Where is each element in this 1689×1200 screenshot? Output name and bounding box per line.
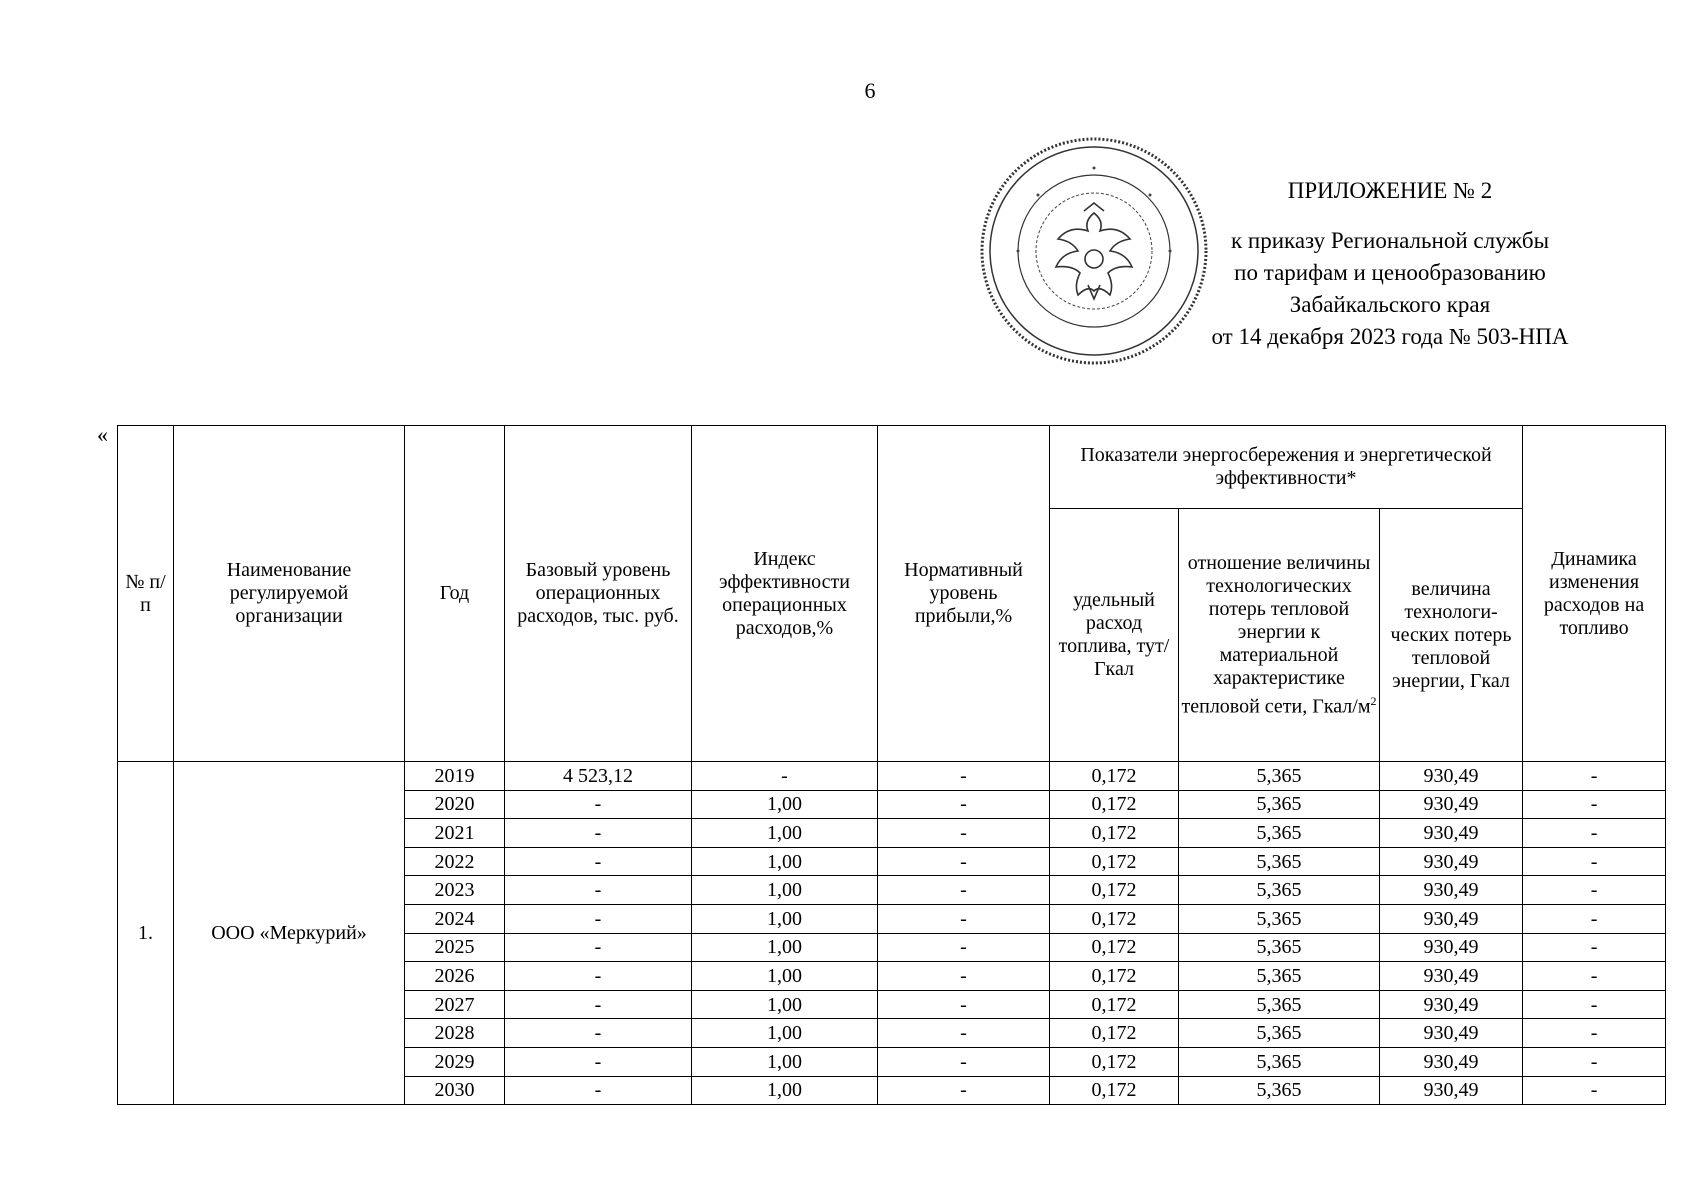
cell-index: 1,00 <box>692 962 878 991</box>
cell-losses: 930,49 <box>1380 990 1523 1019</box>
cell-index: 1,00 <box>692 876 878 905</box>
cell-profit: - <box>878 1047 1050 1076</box>
cell-year: 2021 <box>405 819 505 848</box>
cell-fuel: 0,172 <box>1050 1019 1179 1048</box>
page-number: 6 <box>864 78 876 103</box>
cell-losses: 930,49 <box>1380 762 1523 791</box>
cell-fuel: 0,172 <box>1050 904 1179 933</box>
header-profit-level: Нормативный уровень прибыли,% <box>878 426 1050 762</box>
cell-dynamics: - <box>1523 904 1666 933</box>
cell-losses: 930,49 <box>1380 1076 1523 1105</box>
cell-base: 4 523,12 <box>505 762 692 791</box>
cell-ratio: 5,365 <box>1179 1076 1380 1105</box>
cell-fuel: 0,172 <box>1050 933 1179 962</box>
cell-ratio: 5,365 <box>1179 762 1380 791</box>
cell-fuel: 0,172 <box>1050 1076 1179 1105</box>
org-number: 1. <box>118 762 174 1105</box>
cell-losses: 930,49 <box>1380 819 1523 848</box>
header-loss-ratio <box>1179 509 1380 762</box>
cell-losses: 930,49 <box>1380 1019 1523 1048</box>
cell-fuel: 0,172 <box>1050 990 1179 1019</box>
cell-dynamics: - <box>1523 847 1666 876</box>
cell-base: - <box>505 962 692 991</box>
cell-index: 1,00 <box>692 990 878 1019</box>
cell-profit: - <box>878 819 1050 848</box>
cell-dynamics: - <box>1523 962 1666 991</box>
cell-year: 2028 <box>405 1019 505 1048</box>
cell-profit: - <box>878 990 1050 1019</box>
appendix-header <box>1180 175 1600 353</box>
cell-losses: 930,49 <box>1380 790 1523 819</box>
header-heat-losses: величина технологи-ческих потерь тепловой энергии, Гкал <box>1380 509 1523 762</box>
coat-of-arms-icon <box>1056 203 1132 299</box>
cell-index: 1,00 <box>692 847 878 876</box>
header-loss-ratio-text: отношение величины технологических потерь тепловой энергии к материальной характеристике тепловой сети, Гкал/м <box>1181 551 1371 718</box>
cell-index: 1,00 <box>692 790 878 819</box>
tariff-table <box>117 425 1666 1105</box>
cell-dynamics: - <box>1523 990 1666 1019</box>
appendix-line-3: Забайкальского края <box>1289 292 1491 317</box>
cell-year: 2027 <box>405 990 505 1019</box>
cell-year: 2026 <box>405 962 505 991</box>
cell-base: - <box>505 1076 692 1105</box>
cell-dynamics: - <box>1523 1047 1666 1076</box>
header-fuel-dynamics: Динамика изменения расходов на топливо <box>1523 426 1666 762</box>
cell-base: - <box>505 1019 692 1048</box>
cell-year: 2029 <box>405 1047 505 1076</box>
header-year: Год <box>405 426 505 762</box>
cell-base: - <box>505 790 692 819</box>
cell-ratio: 5,365 <box>1179 790 1380 819</box>
cell-year: 2024 <box>405 904 505 933</box>
header-fuel-rate: удельный расход топлива, тут/Гкал <box>1050 509 1179 762</box>
cell-profit: - <box>878 876 1050 905</box>
cell-fuel: 0,172 <box>1050 876 1179 905</box>
cell-ratio: 5,365 <box>1179 904 1380 933</box>
cell-index: 1,00 <box>692 933 878 962</box>
cell-index: 1,00 <box>692 904 878 933</box>
header-num: № п/п <box>118 426 174 762</box>
cell-profit: - <box>878 933 1050 962</box>
header-base-opex: Базовый уровень операционных расходов, тыс. руб. <box>505 426 692 762</box>
official-seal-stamp <box>978 135 1210 367</box>
appendix-line-2: по тарифам и ценообразованию <box>1234 260 1546 285</box>
cell-fuel: 0,172 <box>1050 790 1179 819</box>
cell-losses: 930,49 <box>1380 1047 1523 1076</box>
cell-losses: 930,49 <box>1380 962 1523 991</box>
cell-base: - <box>505 1047 692 1076</box>
cell-ratio: 5,365 <box>1179 990 1380 1019</box>
cell-losses: 930,49 <box>1380 847 1523 876</box>
cell-base: - <box>505 933 692 962</box>
appendix-line-4: от 14 декабря 2023 года № 503-НПА <box>1211 324 1569 349</box>
cell-losses: 930,49 <box>1380 904 1523 933</box>
cell-index: 1,00 <box>692 1076 878 1105</box>
cell-profit: - <box>878 962 1050 991</box>
cell-ratio: 5,365 <box>1179 876 1380 905</box>
appendix-line-1: к приказу Региональной службы <box>1230 228 1550 253</box>
cell-losses: 930,49 <box>1380 876 1523 905</box>
cell-base: - <box>505 819 692 848</box>
cell-dynamics: - <box>1523 876 1666 905</box>
cell-index: - <box>692 762 878 791</box>
opening-quote: « <box>97 422 108 447</box>
cell-fuel: 0,172 <box>1050 1047 1179 1076</box>
cell-base: - <box>505 847 692 876</box>
cell-dynamics: - <box>1523 1076 1666 1105</box>
cell-index: 1,00 <box>692 1019 878 1048</box>
header-org: Наименование регулируемой организации <box>174 426 405 762</box>
cell-profit: - <box>878 904 1050 933</box>
cell-index: 1,00 <box>692 1047 878 1076</box>
cell-ratio: 5,365 <box>1179 1047 1380 1076</box>
table-body <box>118 762 1666 1105</box>
cell-base: - <box>505 876 692 905</box>
cell-fuel: 0,172 <box>1050 762 1179 791</box>
cell-fuel: 0,172 <box>1050 847 1179 876</box>
cell-index: 1,00 <box>692 819 878 848</box>
cell-profit: - <box>878 790 1050 819</box>
cell-ratio: 5,365 <box>1179 1019 1380 1048</box>
cell-ratio: 5,365 <box>1179 819 1380 848</box>
cell-profit: - <box>878 1019 1050 1048</box>
cell-losses: 930,49 <box>1380 933 1523 962</box>
cell-year: 2022 <box>405 847 505 876</box>
cell-year: 2023 <box>405 876 505 905</box>
cell-profit: - <box>878 762 1050 791</box>
header-efficiency-index: Индекс эффективности операционных расходов,% <box>692 426 878 762</box>
cell-year: 2020 <box>405 790 505 819</box>
table-row <box>118 762 1666 791</box>
cell-dynamics: - <box>1523 933 1666 962</box>
header-energy-group: Показатели энергосбережения и энергетической эффективности* <box>1050 426 1523 509</box>
cell-year: 2019 <box>405 762 505 791</box>
cell-ratio: 5,365 <box>1179 933 1380 962</box>
appendix-title: ПРИЛОЖЕНИЕ № 2 <box>1287 178 1493 203</box>
cell-dynamics: - <box>1523 790 1666 819</box>
cell-dynamics: - <box>1523 819 1666 848</box>
org-name: ООО «Меркурий» <box>174 762 405 1105</box>
cell-ratio: 5,365 <box>1179 847 1380 876</box>
cell-year: 2025 <box>405 933 505 962</box>
header-loss-ratio-sup: 2 <box>1370 693 1377 708</box>
cell-dynamics: - <box>1523 1019 1666 1048</box>
cell-ratio: 5,365 <box>1179 962 1380 991</box>
cell-base: - <box>505 990 692 1019</box>
cell-fuel: 0,172 <box>1050 962 1179 991</box>
cell-fuel: 0,172 <box>1050 819 1179 848</box>
cell-profit: - <box>878 847 1050 876</box>
cell-dynamics: - <box>1523 762 1666 791</box>
cell-year: 2030 <box>405 1076 505 1105</box>
cell-profit: - <box>878 1076 1050 1105</box>
cell-base: - <box>505 904 692 933</box>
